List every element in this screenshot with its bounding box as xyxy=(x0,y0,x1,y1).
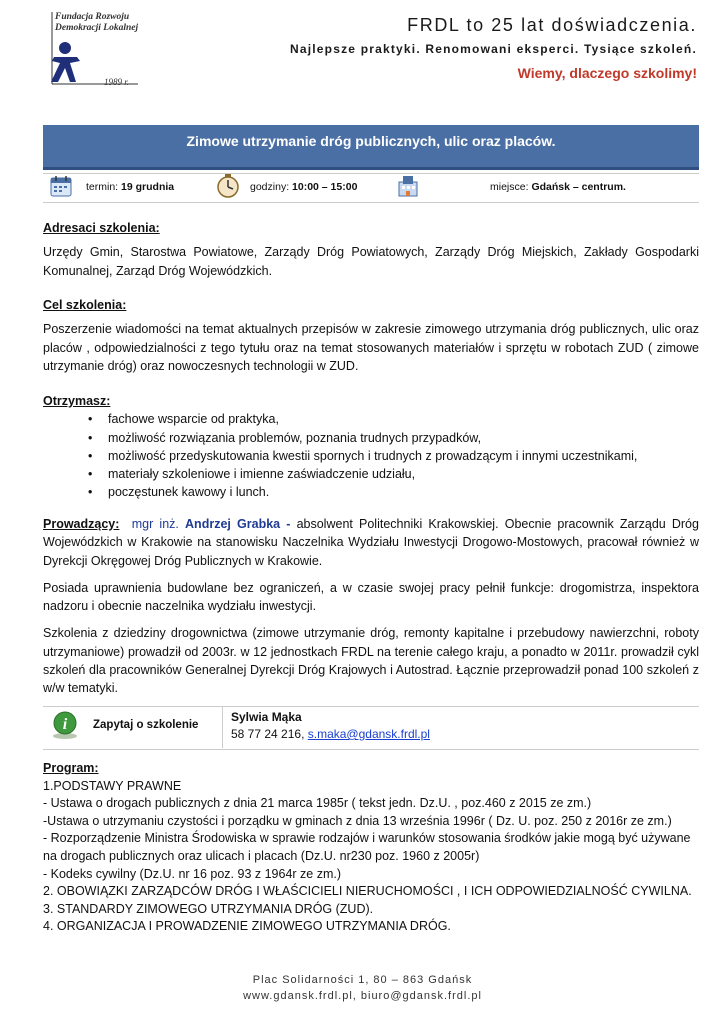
addressees-heading: Adresaci szkolenia: xyxy=(43,221,160,235)
trainer-bio: absolwent Politechniki Krakowskiej. Obecnie pracownik Zarządu Dróg Wojewódzkich w Krakowie na stanowisku Naczelnika Wydziału Inwestycji Drogowo-Mostowych, pracował również w Dyrekcji Okręgowej Dróg Publicznych w Krakowie. xyxy=(43,517,699,568)
addressees-section xyxy=(43,219,699,280)
program-line: 1.PODSTAWY PRAWNE xyxy=(43,778,182,793)
receive-heading: Otrzymasz: xyxy=(43,394,111,408)
header-subtitle: Najlepsze praktyki. Renomowani eksperci. Tysiące szkoleń. xyxy=(290,42,697,56)
footer-address: Plac Solidarności 1, 80 – 863 Gdańsk xyxy=(252,974,473,986)
info-icon xyxy=(50,710,80,740)
program-line: - Rozporządzenie Ministra Środowiska w sprawie rodzajów i warunków stosowania środków jakie mogą być używane na drogach publicznych oraz ulicach i placach (Dz.U. nr230 poz. 1960 z 2005r) xyxy=(43,831,691,863)
contact-divider xyxy=(222,707,223,748)
list-item: • poczęstunek kawowy i lunch. xyxy=(88,483,699,501)
contact-label: Zapytaj o szkolenie xyxy=(93,719,199,731)
trainer-heading: Prowadzący: xyxy=(43,517,120,531)
org-name: Fundacja Rozwoju Demokracji Lokalnej xyxy=(55,12,139,33)
goal-section xyxy=(43,296,699,375)
trainer-section xyxy=(43,515,699,698)
program-line: - Ustawa o drogach publicznych z dnia 21 marca 1985r ( tekst jedn. Dz.U. , poz.460 z 2015 ze zm.) xyxy=(43,796,592,811)
calendar-icon xyxy=(48,173,74,199)
location-icon xyxy=(395,173,421,199)
banner-underline xyxy=(43,167,699,170)
program-line: - Kodeks cywilny (Dz.U. nr 16 poz. 93 z 1964r ze zm.) xyxy=(43,866,342,881)
program-line: 3. STANDARDY ZIMOWEGO UTRZYMANIA DRÓG (ZUD). xyxy=(43,901,374,916)
program-heading: Program: xyxy=(43,761,99,775)
place-info: miejsce: Gdańsk – centrum. xyxy=(490,181,626,193)
list-item: • fachowe wsparcie od praktyka, xyxy=(88,410,699,428)
org-year: 1989 r. xyxy=(104,77,130,87)
trainer-name: Andrzej Grabka - xyxy=(185,517,291,531)
trainer-title: mgr inż. xyxy=(131,517,179,531)
course-title: Zimowe utrzymanie dróg publicznych, ulic oraz placów. xyxy=(186,133,556,149)
program-section xyxy=(43,760,699,936)
time-info: godziny: 10:00 – 15:00 xyxy=(250,181,358,193)
goal-text: Poszerzenie wiadomości na temat aktualnych przepisów w zakresie zimowego utrzymania dróg publicznych, ulic oraz placów , odpowiedzialności z tego tytułu oraz na temat stosowanych materiałów i sprzętu w robotach ZUD ( zimowe utrzymanie dróg) oraz nowoczesnych technologii w ZUD. xyxy=(43,322,699,373)
addressees-text: Urzędy Gmin, Starostwa Powiatowe, Zarządy Dróg Powiatowych, Zarządy Dróg Miejskich, Zakłady Gospodarki Komunalnej, Zarząd Dróg Wojewódzkich. xyxy=(43,245,699,278)
svg-text:i: i xyxy=(62,716,68,733)
header-title: FRDL to 25 lat doświadczenia. xyxy=(407,15,697,35)
contact-name: Sylwia Mąka xyxy=(231,710,302,724)
course-title-banner xyxy=(43,125,699,167)
receive-section xyxy=(43,392,699,502)
contact-phone: 58 77 24 216, xyxy=(231,727,308,741)
list-item: • możliwość przedyskutowania kwestii spornych i trudnych z prowadzącym i innymi uczestnikami, xyxy=(88,447,699,465)
contact-details xyxy=(231,727,430,741)
program-line: 2. OBOWIĄZKI ZARZĄDCÓW DRÓG I WŁAŚCICIELI NIERUCHOMOŚCI , I ICH ODPOWIEDZIALNOŚĆ CYWILNA. xyxy=(43,884,692,899)
footer-web: www.gdansk.frdl.pl, biuro@gdansk.frdl.pl xyxy=(243,990,482,1002)
trainer-para2: Posiada uprawnienia budowlane bez ograniczeń, a w czasie swojej pracy pełnił funkcje: drogomistrza, inspektora nadzoru i obecnie naczelnika wydziału inwestycji. xyxy=(43,580,699,614)
trainer-para3: Szkolenia z dziedziny drogownictwa (zimowe utrzymanie dróg, remonty kapitalne i przebudowy nawierzchni, roboty utrzymaniowe) prowadził od 2003r. w 12 jednostkach FRDL na terenie całego kraju, a ponadto w 2011r. prowadził cykl szkoleń dla pracowników Generalnej Dyrekcji Dróg Krajowych i Autostrad. Łącznie przeprowadził ponad 100 szkoleń z w/w tematyki. xyxy=(43,626,699,696)
date-info: termin: 19 grudnia xyxy=(86,181,175,193)
header-slogan: Wiemy, dlaczego szkolimy! xyxy=(517,65,697,81)
program-line: 4. ORGANIZACJA I PROWADZENIE ZIMOWEGO UTRZYMANIA DRÓG. xyxy=(43,919,451,934)
clock-icon xyxy=(215,173,241,199)
program-line: -Ustawa o utrzymaniu czystości i porządku w gminach z dnia 13 września 1996r ( Dz. U. poz. 250 z 2016r ze zm.) xyxy=(43,813,672,828)
contact-email-link[interactable]: s.maka@gdansk.frdl.pl xyxy=(307,727,430,741)
list-item: • możliwość rozwiązania problemów, poznania trudnych przypadków, xyxy=(88,429,699,447)
list-item: • materiały szkoleniowe i imienne zaświadczenie udziału, xyxy=(88,465,699,483)
receive-list xyxy=(43,410,699,501)
trainer-intro xyxy=(43,515,699,570)
goal-heading: Cel szkolenia: xyxy=(43,298,127,312)
